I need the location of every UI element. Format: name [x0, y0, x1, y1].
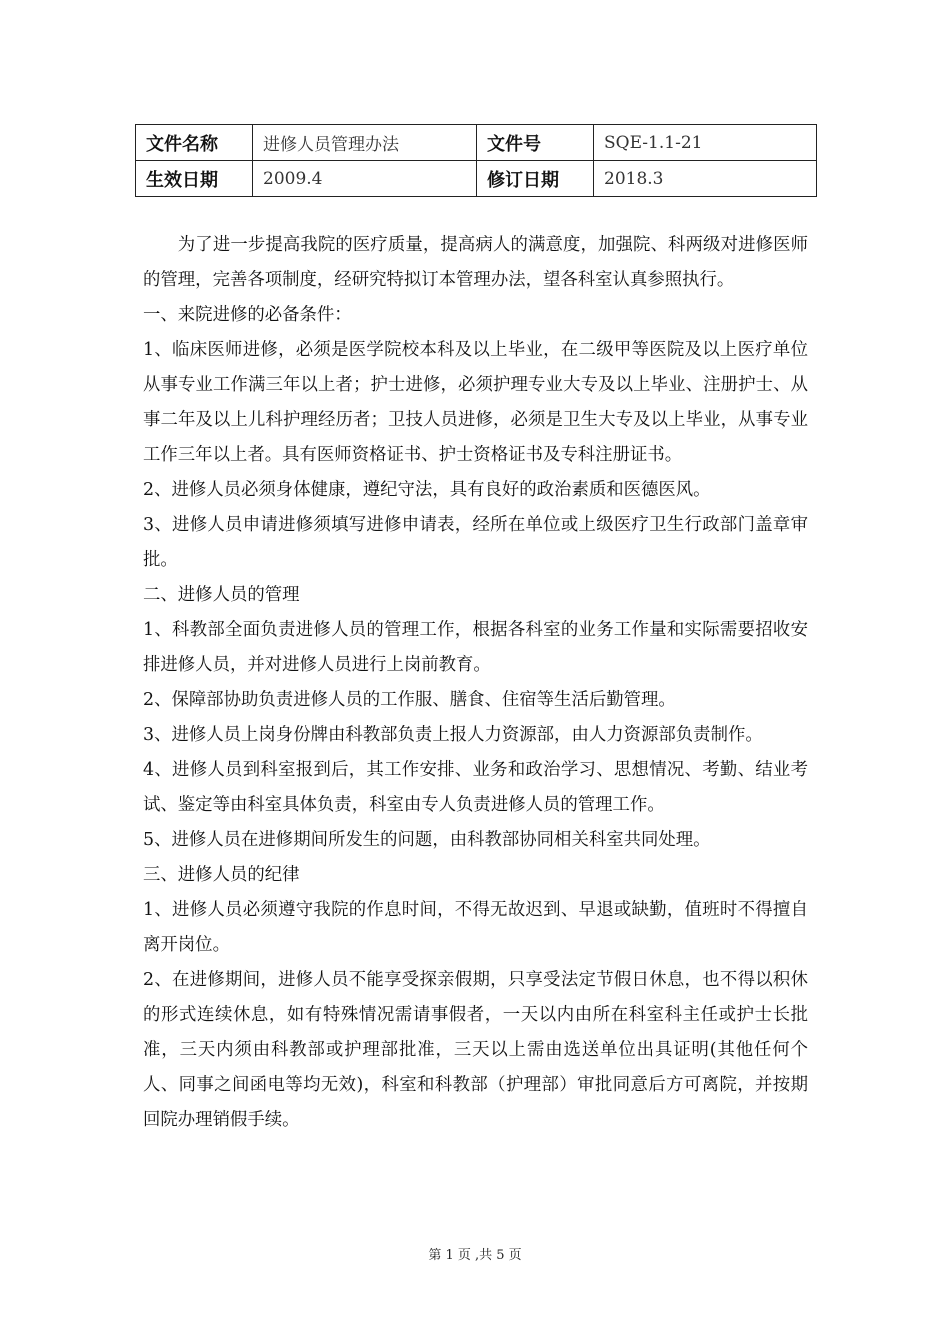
section-heading-management: 二、进修人员的管理 [143, 585, 300, 605]
section-heading-discipline: 三、进修人员的纪律 [143, 865, 300, 885]
effective-date-label: 生效日期 [136, 161, 253, 197]
file-number-label: 文件号 [477, 125, 594, 161]
discipline-item-2: 2、在进修期间，进修人员不能享受探亲假期，只享受法定节假日休息，也不得以积休的形式连续休息，如有特殊情况需请事假者，一天以内由所在科室科主任或护士长批准，三天内须由科教部或护理部批准，三天以上需由选送单位出具证明(其他任何个人、同事之间函电等均无效)，科室和科教部（护理部）审批同意后方可离院，并按期回院办理销假手续。 [143, 970, 808, 1130]
section-heading-requirements: 一、来院进修的必备条件： [143, 305, 352, 325]
effective-date-value: 2009.4 [253, 161, 477, 197]
requirement-item-1: 1、临床医师进修，必须是医学院校本科及以上毕业，在二级甲等医院及以上医疗单位从事专业工作满三年以上者；护士进修，必须护理专业大专及以上毕业、注册护士、从事二年及以上儿科护理经历者；卫技人员进修，必须是卫生大专及以上毕业，从事专业工作三年以上者。具有医师资格证书、护士资格证书及专科注册证书。 [143, 340, 808, 465]
requirement-item-3: 3、进修人员申请进修须填写进修申请表，经所在单位或上级医疗卫生行政部门盖章审批。 [143, 515, 808, 570]
management-item-1: 1、科教部全面负责进修人员的管理工作，根据各科室的业务工作量和实际需要招收安排进修人员，并对进修人员进行上岗前教育。 [143, 620, 808, 675]
intro-paragraph: 为了进一步提高我院的医疗质量，提高病人的满意度，加强院、科两级对进修医师的管理，完善各项制度，经研究特拟订本管理办法，望各科室认真参照执行。 [143, 235, 808, 290]
management-item-2: 2、保障部协助负责进修人员的工作服、膳食、住宿等生活后勤管理。 [143, 690, 676, 710]
file-name-label: 文件名称 [136, 125, 253, 161]
management-item-4: 4、进修人员到科室报到后，其工作安排、业务和政治学习、思想情况、考勤、结业考试、鉴定等由科室具体负责，科室由专人负责进修人员的管理工作。 [143, 760, 808, 815]
meta-row-dates [136, 161, 817, 197]
revision-date-label: 修订日期 [477, 161, 594, 197]
page-footer: 第 1 页 ,共 5 页 [428, 1248, 522, 1263]
meta-row-file [136, 125, 817, 161]
management-item-5: 5、进修人员在进修期间所发生的问题，由科教部协同相关科室共同处理。 [143, 830, 711, 850]
file-number-value: SQE-1.1-21 [594, 125, 817, 161]
file-name-value: 进修人员管理办法 [253, 125, 477, 161]
management-item-3: 3、进修人员上岗身份牌由科教部负责上报人力资源部，由人力资源部负责制作。 [143, 725, 763, 745]
document-body [143, 228, 808, 1138]
document-meta-table [135, 124, 817, 197]
revision-date-value: 2018.3 [594, 161, 817, 197]
requirement-item-2: 2、进修人员必须身体健康，遵纪守法，具有良好的政治素质和医德医风。 [143, 480, 711, 500]
discipline-item-1: 1、进修人员必须遵守我院的作息时间，不得无故迟到、早退或缺勤，值班时不得擅自离开岗位。 [143, 900, 808, 955]
